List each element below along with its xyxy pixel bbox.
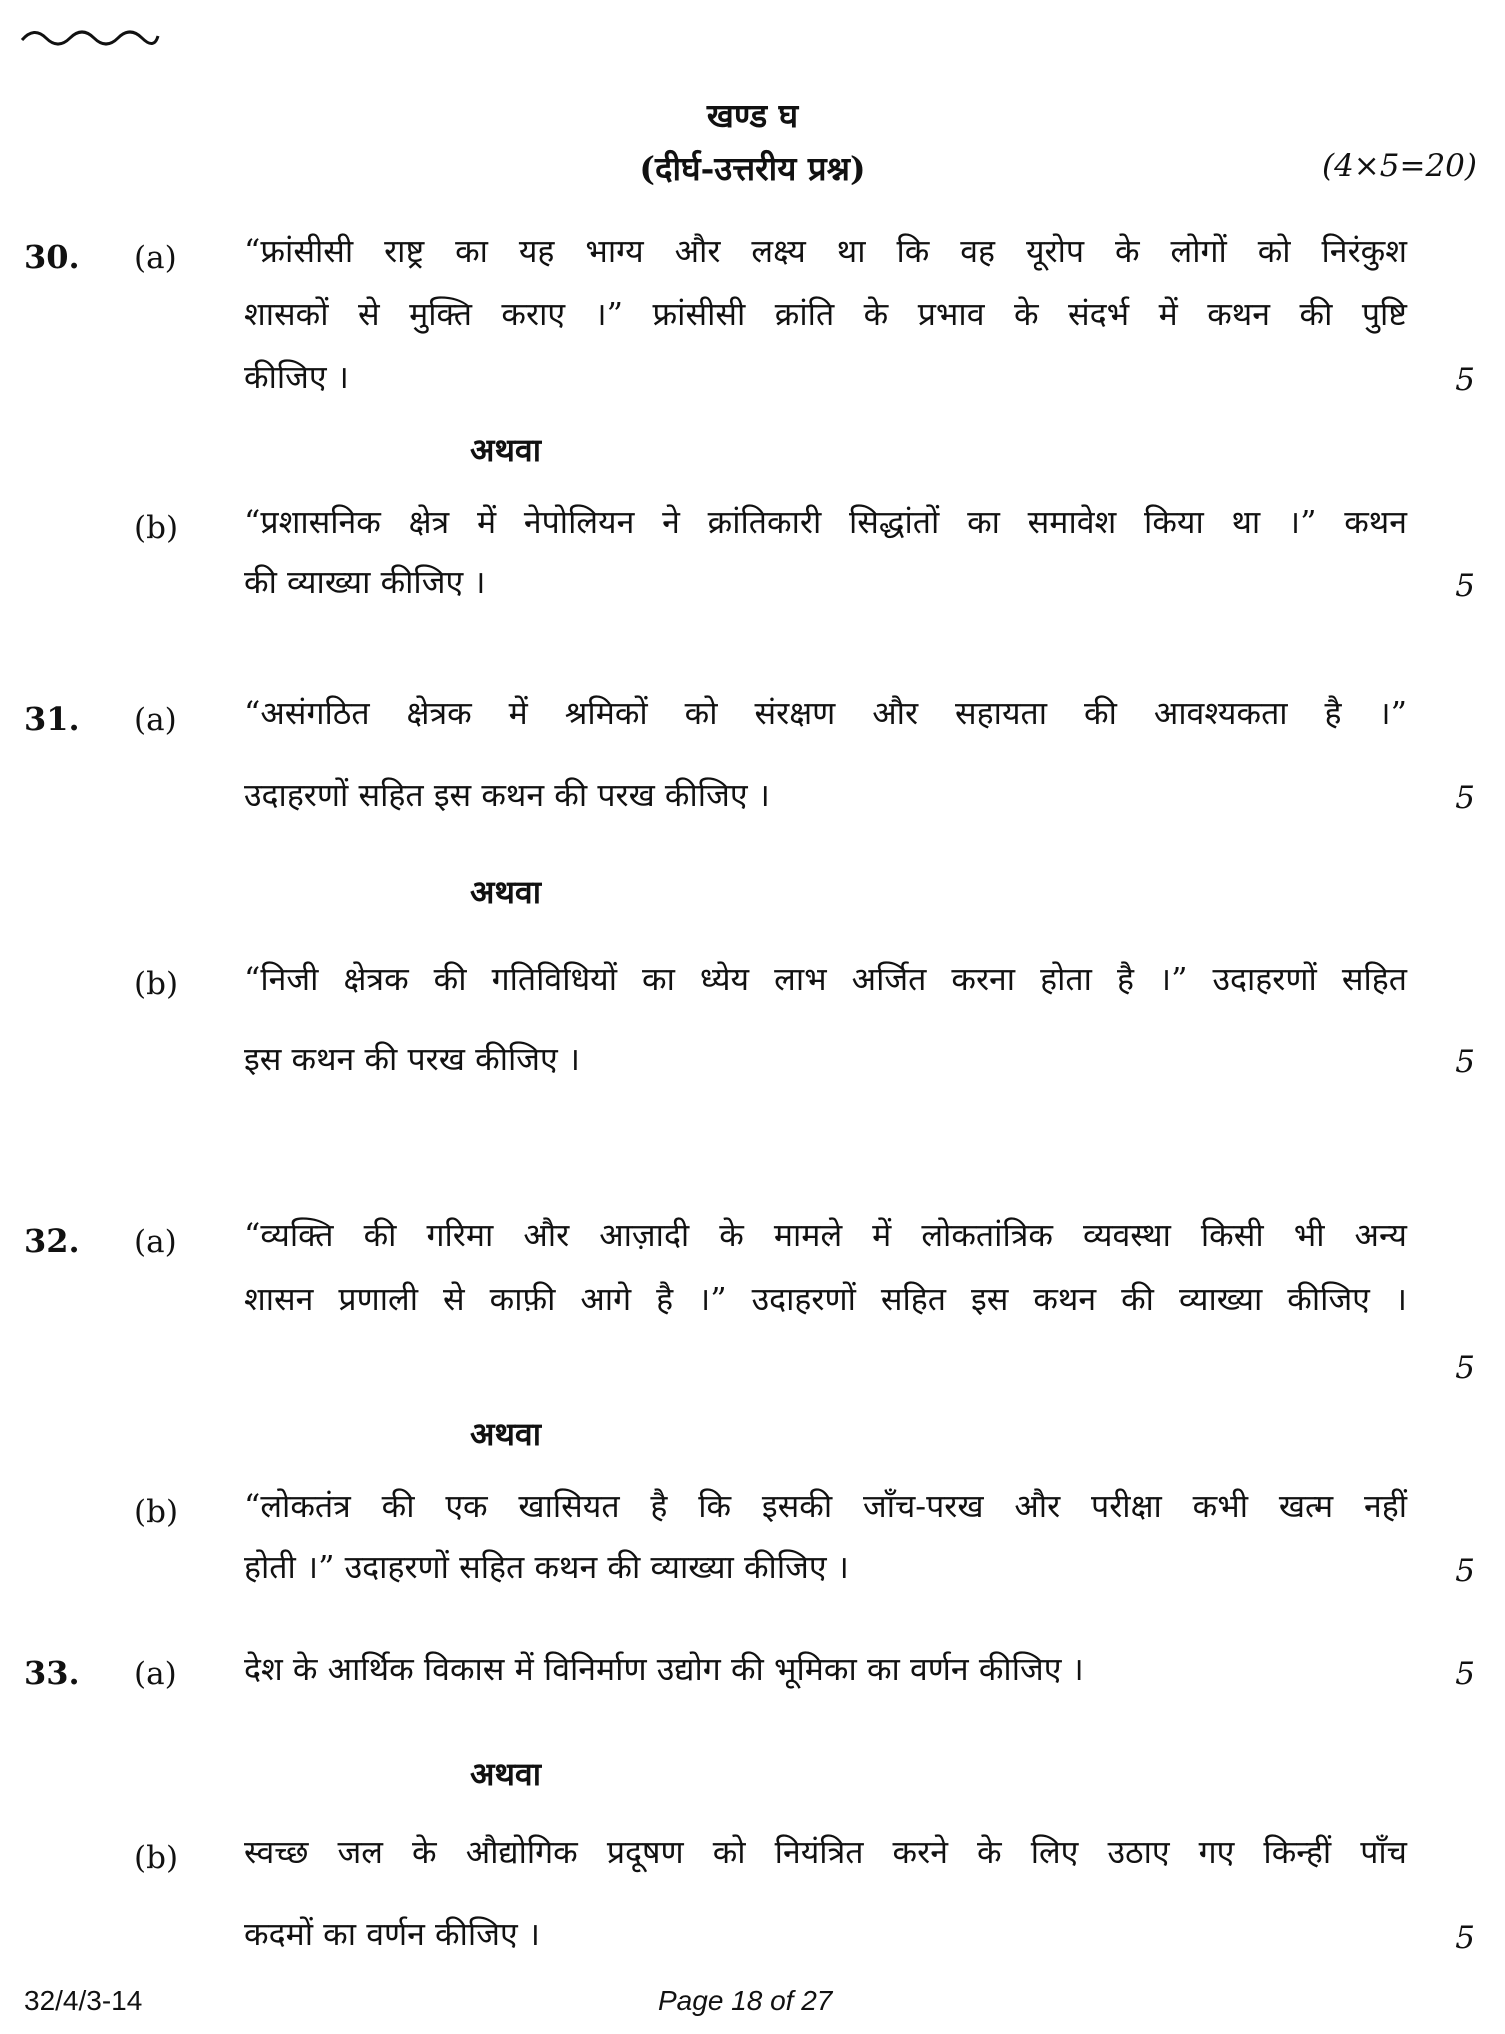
- question-text-line: “फ्रांसीसी राष्ट्र का यह भाग्य और लक्ष्य था कि वह यूरोप के लोगों को निरंकुश: [244, 232, 1407, 270]
- part-b-label: (b): [134, 966, 179, 1002]
- question-text-line: “लोकतंत्र की एक खासियत है कि इसकी जाँच-परख और परीक्षा कभी खत्म नहीं: [244, 1487, 1407, 1525]
- section-subtitle: (दीर्घ-उत्तरीय प्रश्न): [639, 149, 866, 188]
- question-text-line: इस कथन की परख कीजिए ।: [244, 1040, 581, 1078]
- question-number: 30.: [24, 238, 80, 276]
- or-separator: अथवा: [470, 1755, 541, 1793]
- question-text-line: उदाहरणों सहित इस कथन की परख कीजिए ।: [244, 776, 770, 814]
- or-separator: अथवा: [470, 873, 541, 911]
- question-text-line: “व्यक्ति की गरिमा और आज़ादी के मामले में लोकतांत्रिक व्यवस्था किसी भी अन्य: [244, 1216, 1407, 1254]
- paper-code: 32/4/3-14: [24, 1985, 143, 2016]
- marks-label: 5: [1455, 1920, 1475, 1956]
- question-number: 31.: [24, 700, 80, 738]
- marks-label: 5: [1455, 780, 1475, 816]
- question-text-line: शासन प्रणाली से काफ़ी आगे है ।” उदाहरणों सहित इस कथन की व्याख्या कीजिए ।: [244, 1280, 1407, 1318]
- marks-label: 5: [1455, 1656, 1475, 1692]
- page-number: Page 18 of 27: [658, 1985, 833, 2016]
- part-a-label: (a): [134, 1224, 177, 1260]
- or-separator: अथवा: [470, 431, 541, 469]
- part-a-label: (a): [134, 240, 177, 276]
- question-text-line: “प्रशासनिक क्षेत्र में नेपोलियन ने क्रांतिकारी सिद्धांतों का समावेश किया था ।” कथन: [244, 503, 1407, 541]
- part-b-label: (b): [134, 1840, 179, 1876]
- question-text-line: शासकों से मुक्ति कराए ।” फ्रांसीसी क्रांति के प्रभाव के संदर्भ में कथन की पुष्टि: [244, 295, 1407, 333]
- question-text-line: होती ।” उदाहरणों सहित कथन की व्याख्या कीजिए ।: [244, 1548, 849, 1586]
- question-text-line: “निजी क्षेत्रक की गतिविधियों का ध्येय लाभ अर्जित करना होता है ।” उदाहरणों सहित: [244, 960, 1407, 998]
- marks-label: 5: [1455, 568, 1475, 604]
- part-b-label: (b): [134, 1494, 179, 1530]
- section-title: खण्ड घ: [706, 96, 799, 135]
- question-text-line: की व्याख्या कीजिए ।: [244, 563, 486, 601]
- marks-label: 5: [1455, 1553, 1475, 1589]
- question-number: 32.: [24, 1222, 80, 1260]
- question-number: 33.: [24, 1654, 80, 1692]
- question-text-line: स्वच्छ जल के औद्योगिक प्रदूषण को नियंत्रित करने के लिए उठाए गए किन्हीं पाँच: [244, 1833, 1407, 1871]
- marks-label: 5: [1455, 362, 1475, 398]
- marks-label: 5: [1455, 1044, 1475, 1080]
- or-separator: अथवा: [470, 1415, 541, 1453]
- part-a-label: (a): [134, 1656, 177, 1692]
- question-text-line: कीजिए ।: [244, 358, 349, 396]
- part-b-label: (b): [134, 510, 179, 546]
- question-text-line: कदमों का वर्णन कीजिए ।: [244, 1915, 540, 1953]
- section-marks-scheme: (4×5=20): [1321, 148, 1477, 184]
- marks-label: 5: [1455, 1350, 1475, 1386]
- part-a-label: (a): [134, 702, 177, 738]
- question-text-line: “असंगठित क्षेत्रक में श्रमिकों को संरक्षण और सहायता की आवश्यकता है ।”: [244, 694, 1407, 732]
- squiggle-decoration: [20, 22, 160, 52]
- question-text-line: देश के आर्थिक विकास में विनिर्माण उद्योग की भूमिका का वर्णन कीजिए ।: [244, 1650, 1084, 1688]
